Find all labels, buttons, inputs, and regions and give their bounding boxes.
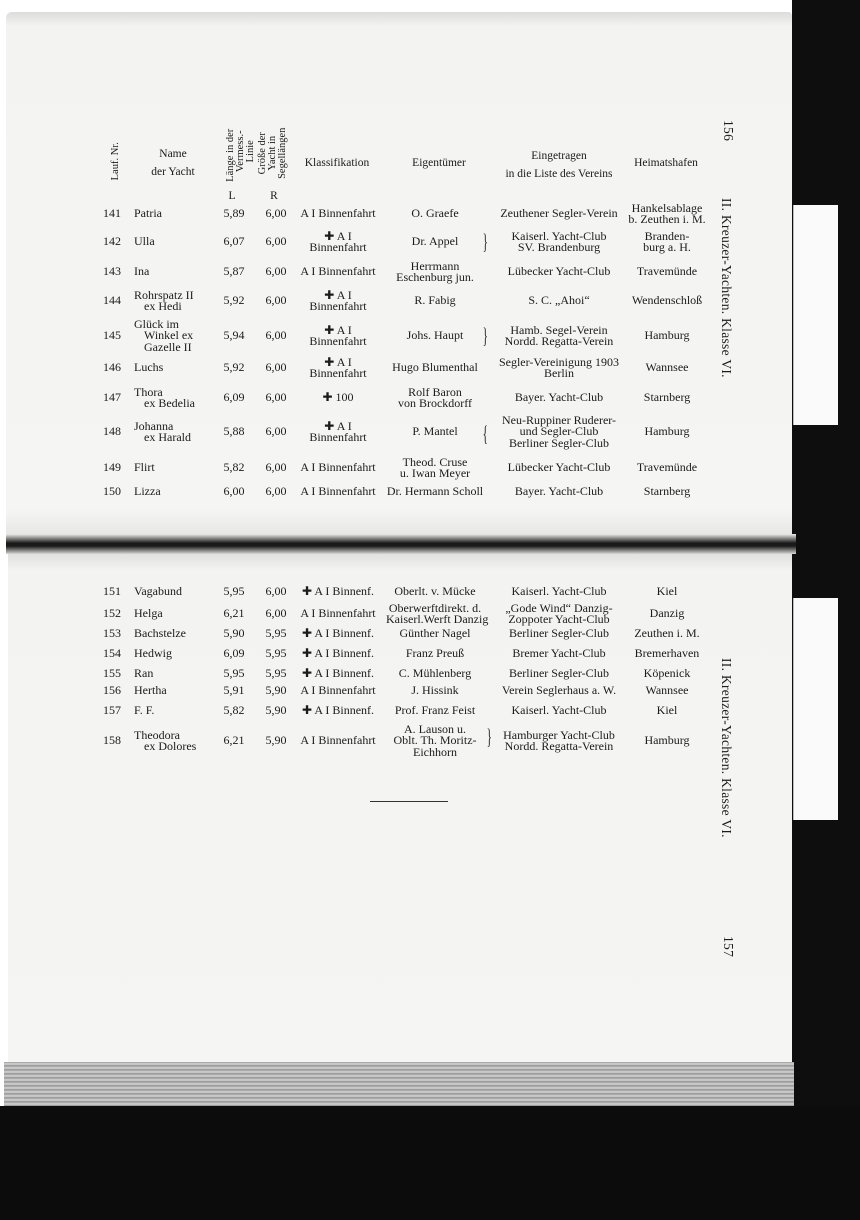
cell-klass-156: A I Binnenfahrt xyxy=(300,683,376,698)
cell-name-156: Hertha xyxy=(134,683,167,698)
cell-eig-143-line1: Herrmann xyxy=(410,258,460,273)
cell-klass-146-line2: Binnenfahrt xyxy=(309,366,367,380)
cell-nr-147: 147 xyxy=(103,390,121,405)
cell-name-152: Helga xyxy=(134,606,163,621)
cell-name-145-line3: Gazelle II xyxy=(144,339,192,354)
cell-name-145-line1: Glück im xyxy=(134,316,179,331)
cell-r-150: 6,00 xyxy=(265,484,287,499)
header-eigentuemer: Eigentümer xyxy=(412,157,466,169)
cell-klass-153: ✚ A I Binnenf. xyxy=(301,626,375,641)
cell-eig-147-line1: Rolf Baron xyxy=(408,384,462,399)
cell-hafen-148: Hamburg xyxy=(644,424,690,439)
cell-name-157: F. F. xyxy=(134,703,155,718)
cell-verein-152-line1: „Gode Wind“ Danzig- xyxy=(505,600,613,615)
cell-name-144-line1: Rohrspatz II xyxy=(134,287,194,302)
cell-eig-141: O. Graefe xyxy=(411,206,459,221)
cell-r-148: 6,00 xyxy=(265,424,287,439)
cell-l-146: 5,92 xyxy=(223,360,245,375)
cell-eig-146: Hugo Blumenthal xyxy=(392,360,478,375)
cell-verein-148-line2: und Segler-Club xyxy=(519,424,599,439)
cell-name-148-line1: Johanna xyxy=(134,418,174,433)
header-laenge-2: Vermess.- xyxy=(234,130,246,173)
cell-klass-143: A I Binnenfahrt xyxy=(300,264,376,279)
cell-verein-157: Kaiserl. Yacht-Club xyxy=(511,703,607,718)
cell-verein-149: Lübecker Yacht-Club xyxy=(507,460,611,475)
cell-verein-148-line1: Neu-Ruppiner Ruderer- xyxy=(501,412,617,427)
cell-klass-145-line2: Binnenfahrt xyxy=(309,334,367,348)
cell-r-149: 6,00 xyxy=(265,460,287,475)
header-name-1: Name xyxy=(159,148,187,160)
cell-hafen-158: Hamburg xyxy=(644,733,690,748)
cell-verein-155: Berliner Segler-Club xyxy=(508,666,610,681)
cell-name-150: Lizza xyxy=(134,484,161,499)
cell-eig-155: C. Mühlenberg xyxy=(398,666,472,681)
cell-l-156: 5,91 xyxy=(223,683,245,698)
brace-145: } xyxy=(482,323,488,348)
cell-verein-151: Kaiserl. Yacht-Club xyxy=(511,584,607,599)
cell-klass-146-line1: ✚ A I xyxy=(324,354,352,369)
header-laenge-1: Länge in der xyxy=(224,128,236,182)
cell-nr-154: 154 xyxy=(103,646,121,661)
book-gutter xyxy=(6,534,796,554)
cell-l-150: 6,00 xyxy=(223,484,245,499)
page-tab-top xyxy=(793,205,838,425)
cell-eig-149-line2: u. Iwan Meyer xyxy=(399,466,471,480)
cell-nr-151: 151 xyxy=(103,584,121,599)
cell-eig-148: P. Mantel xyxy=(412,424,458,439)
cell-klass-149: A I Binnenfahrt xyxy=(300,460,376,475)
cell-name-147-line1: Thora xyxy=(134,384,163,399)
cell-klass-147: ✚ 100 xyxy=(322,390,354,405)
cell-name-143: Ina xyxy=(134,264,150,279)
cell-nr-152: 152 xyxy=(103,606,121,621)
cell-eig-156: J. Hissink xyxy=(411,683,459,698)
cell-verein-148-line3: Berliner Segler-Club xyxy=(508,435,610,450)
header-r: R xyxy=(270,190,278,202)
cell-verein-145-line1: Hamb. Segel-Verein xyxy=(510,322,608,337)
cell-verein-145-line2: Nordd. Regatta-Verein xyxy=(504,334,614,348)
cell-verein-146-line1: Segler-Vereinigung 1903 xyxy=(498,354,620,369)
header-heimatshafen: Heimatshafen xyxy=(634,157,698,169)
cell-r-152: 6,00 xyxy=(265,606,287,621)
cell-verein-142-line1: Kaiserl. Yacht-Club xyxy=(511,228,607,243)
cell-verein-147: Bayer. Yacht-Club xyxy=(514,390,604,405)
cell-nr-158: 158 xyxy=(103,733,121,748)
cell-hafen-141-line2: b. Zeuthen i. M. xyxy=(628,212,706,226)
cell-nr-148: 148 xyxy=(103,424,121,439)
cell-hafen-142-line1: Branden- xyxy=(644,228,690,243)
header-eingetragen-2: in die Liste des Vereins xyxy=(505,168,613,180)
cell-l-148: 5,88 xyxy=(223,424,245,439)
cell-r-154: 5,95 xyxy=(265,646,287,661)
cell-name-141: Patria xyxy=(134,206,162,221)
cell-name-158-line2: ex Dolores xyxy=(144,739,197,753)
cell-l-154: 6,09 xyxy=(223,646,245,661)
running-head-top: II. Kreuzer-Yachten. Klasse VI. xyxy=(719,198,734,378)
cell-hafen-156: Wannsee xyxy=(645,683,689,698)
header-name-2: der Yacht xyxy=(151,166,195,178)
cell-hafen-151: Kiel xyxy=(656,584,678,599)
cell-name-145-line2: Winkel ex xyxy=(144,328,194,343)
cell-eig-142: Dr. Appel xyxy=(411,234,459,249)
page-tab-bottom xyxy=(793,598,838,820)
cell-r-156: 5,90 xyxy=(265,683,287,698)
cell-l-147: 6,09 xyxy=(223,390,245,405)
cell-r-153: 5,95 xyxy=(265,626,287,641)
cell-verein-142-line2: SV. Brandenburg xyxy=(517,240,601,254)
cell-eig-150: Dr. Hermann Scholl xyxy=(386,484,484,499)
header-groesse-3: Segellängen xyxy=(276,127,288,179)
cell-klass-148-line1: ✚ A I xyxy=(324,418,352,433)
cell-klass-144-line2: Binnenfahrt xyxy=(309,299,367,313)
cell-verein-156: Verein Seglerhaus a. W. xyxy=(501,683,617,698)
cell-hafen-141-line1: Hankelsablage xyxy=(631,200,703,215)
cell-verein-143: Lübecker Yacht-Club xyxy=(507,264,611,279)
header-groesse-1: Größe der xyxy=(256,132,268,175)
cell-name-146: Luchs xyxy=(134,360,164,375)
cell-nr-145: 145 xyxy=(103,328,121,343)
header-lauf-nr: Lauf. Nr. xyxy=(109,142,121,181)
header-klassifikation: Klassifikation xyxy=(304,157,370,169)
cell-nr-143: 143 xyxy=(103,264,121,279)
cell-r-157: 5,90 xyxy=(265,703,287,718)
cell-klass-151: ✚ A I Binnenf. xyxy=(301,584,375,599)
cell-r-158: 5,90 xyxy=(265,733,287,748)
cell-r-147: 6,00 xyxy=(265,390,287,405)
running-head-bottom: II. Kreuzer-Yachten. Klasse VI. xyxy=(719,658,734,838)
cell-hafen-154: Bremerhaven xyxy=(634,646,700,661)
cell-name-151: Vagabund xyxy=(134,584,182,599)
cell-klass-150: A I Binnenfahrt xyxy=(300,484,376,499)
page-number-top: 156 xyxy=(721,120,736,142)
cell-r-151: 6,00 xyxy=(265,584,287,599)
cell-name-154: Hedwig xyxy=(134,646,172,661)
cell-name-149: Flirt xyxy=(134,460,155,475)
cell-name-144-line2: ex Hedi xyxy=(144,299,182,313)
end-rule xyxy=(370,801,448,802)
cell-eig-151: Oberlt. v. Mücke xyxy=(394,584,476,599)
cell-l-152: 6,21 xyxy=(223,606,245,621)
cell-l-158: 6,21 xyxy=(223,733,245,748)
cell-eig-143-line2: Eschenburg jun. xyxy=(396,270,474,284)
cell-r-146: 6,00 xyxy=(265,360,287,375)
cell-r-145: 6,00 xyxy=(265,328,287,343)
cell-l-153: 5,90 xyxy=(223,626,245,641)
cell-eig-144: R. Fabig xyxy=(414,293,456,308)
cell-nr-142: 142 xyxy=(103,234,121,249)
cell-l-144: 5,92 xyxy=(223,293,245,308)
cell-l-149: 5,82 xyxy=(223,460,245,475)
cell-hafen-146: Wannsee xyxy=(645,360,689,375)
cell-nr-149: 149 xyxy=(103,460,121,475)
cell-l-141: 5,89 xyxy=(223,206,245,221)
cell-hafen-155: Köpenick xyxy=(643,666,691,681)
brace-142: } xyxy=(482,229,488,254)
cell-r-144: 6,00 xyxy=(265,293,287,308)
cell-verein-153: Berliner Segler-Club xyxy=(508,626,610,641)
cell-klass-157: ✚ A I Binnenf. xyxy=(301,703,375,718)
cell-hafen-149: Travemünde xyxy=(636,460,698,475)
cell-nr-153: 153 xyxy=(103,626,121,641)
header-groesse-2: Yacht in xyxy=(266,135,278,171)
header-laenge-3: Linie xyxy=(244,140,256,163)
cell-eig-157: Prof. Franz Feist xyxy=(394,703,476,718)
cell-l-151: 5,95 xyxy=(223,584,245,599)
brace-158: } xyxy=(486,724,492,749)
cell-nr-146: 146 xyxy=(103,360,121,375)
cell-hafen-147: Starnberg xyxy=(643,390,691,405)
cell-klass-142-line1: ✚ A I xyxy=(324,228,352,243)
header-eingetragen-1: Eingetragen xyxy=(531,150,587,162)
scan-bottom-border xyxy=(0,1106,860,1220)
cell-r-141: 6,00 xyxy=(265,206,287,221)
cell-hafen-150: Starnberg xyxy=(643,484,691,499)
cell-eig-152-line2: Kaiserl.Werft Danzig xyxy=(386,612,489,626)
cell-nr-150: 150 xyxy=(103,484,121,499)
cell-name-142: Ulla xyxy=(134,234,155,249)
cell-r-143: 6,00 xyxy=(265,264,287,279)
cell-r-142: 6,00 xyxy=(265,234,287,249)
brace-148: { xyxy=(482,421,488,446)
page-edges xyxy=(4,1062,794,1106)
cell-eig-158-line3: Eichhorn xyxy=(413,744,457,759)
cell-verein-152-line2: Zoppoter Yacht-Club xyxy=(508,612,610,626)
cell-klass-144-line1: ✚ A I xyxy=(324,287,352,302)
cell-name-147-line2: ex Bedelia xyxy=(144,396,195,410)
cell-eig-145: Johs. Haupt xyxy=(406,328,464,343)
cell-name-153: Bachstelze xyxy=(134,626,186,641)
cell-hafen-157: Kiel xyxy=(656,703,678,718)
cell-l-142: 6,07 xyxy=(223,234,245,249)
cell-eig-149-line1: Theod. Cruse xyxy=(402,454,468,469)
cell-klass-142-line2: Binnenfahrt xyxy=(309,240,367,254)
cell-name-155: Ran xyxy=(134,666,154,681)
cell-l-155: 5,95 xyxy=(223,666,245,681)
cell-eig-158-line2: Oblt. Th. Moritz- xyxy=(393,733,477,748)
cell-eig-147-line2: von Brockdorff xyxy=(397,396,473,410)
cell-eig-154: Franz Preuß xyxy=(405,646,465,661)
cell-klass-141: A I Binnenfahrt xyxy=(300,206,376,221)
cell-verein-154: Bremer Yacht-Club xyxy=(512,646,606,661)
cell-verein-144: S. C. „Ahoi“ xyxy=(528,293,590,308)
cell-eig-152-line1: Oberwerftdirekt. d. xyxy=(388,600,482,615)
cell-klass-152: A I Binnenfahrt xyxy=(300,606,376,621)
cell-name-148-line2: ex Harald xyxy=(144,430,191,444)
cell-nr-157: 157 xyxy=(103,703,121,718)
cell-eig-153: Günther Nagel xyxy=(399,626,471,641)
cell-l-143: 5,87 xyxy=(223,264,245,279)
cell-hafen-143: Travemünde xyxy=(636,264,698,279)
cell-r-155: 5,95 xyxy=(265,666,287,681)
cell-verein-141: Zeuthener Segler-Verein xyxy=(500,206,618,221)
cell-verein-150: Bayer. Yacht-Club xyxy=(514,484,604,499)
cell-l-145: 5,94 xyxy=(223,328,245,343)
cell-verein-158-line1: Hamburger Yacht-Club xyxy=(503,727,615,742)
page-number-bottom: 157 xyxy=(721,936,736,958)
cell-name-158-line1: Theodora xyxy=(134,727,180,742)
cell-nr-144: 144 xyxy=(103,293,121,308)
cell-eig-158-line1: A. Lauson u. xyxy=(404,721,466,736)
cell-klass-154: ✚ A I Binnenf. xyxy=(301,646,375,661)
cell-nr-155: 155 xyxy=(103,666,121,681)
cell-hafen-142-line2: burg a. H. xyxy=(643,240,691,254)
cell-klass-155: ✚ A I Binnenf. xyxy=(301,666,375,681)
cell-verein-158-line2: Nordd. Regatta-Verein xyxy=(504,739,614,753)
cell-klass-158: A I Binnenfahrt xyxy=(300,733,376,748)
cell-hafen-144: Wendenschloß xyxy=(631,293,703,308)
cell-nr-156: 156 xyxy=(103,683,121,698)
cell-verein-146-line2: Berlin xyxy=(544,366,574,380)
cell-nr-141: 141 xyxy=(103,206,121,221)
cell-hafen-145: Hamburg xyxy=(644,328,690,343)
cell-klass-145-line1: ✚ A I xyxy=(324,322,352,337)
header-l: L xyxy=(228,190,236,202)
cell-klass-148-line2: Binnenfahrt xyxy=(309,430,367,444)
cell-hafen-152: Danzig xyxy=(649,606,685,621)
cell-hafen-153: Zeuthen i. M. xyxy=(634,626,700,641)
cell-l-157: 5,82 xyxy=(223,703,245,718)
